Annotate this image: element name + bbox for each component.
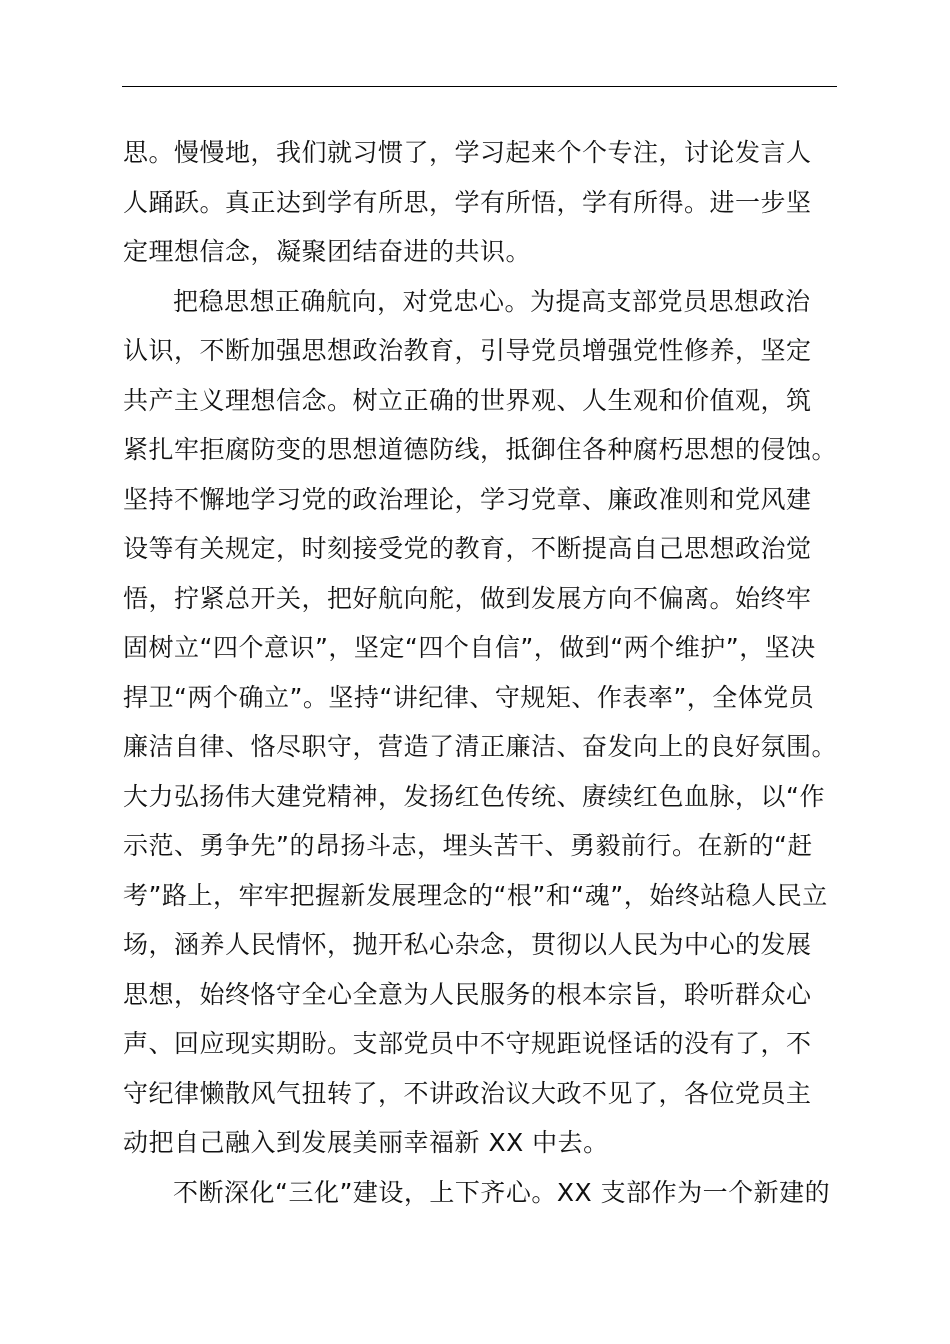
text-line: 守纪律懒散风气扭转了，不讲政治议大政不见了，各位党员主	[123, 1078, 812, 1108]
text-line: 大力弘扬伟大建党精神，发扬红色传统、赓续红色血脉，以“作	[123, 781, 825, 811]
paragraph-start-line: 把稳思想正确航向，对党忠心。为提高支部党员思想政治	[173, 286, 811, 316]
text-line: 设等有关规定，时刻接受党的教育，不断提高自己思想政治觉	[123, 534, 812, 563]
text-line: 人踊跃。真正达到学有所思，学有所悟，学有所得。进一步坚	[123, 187, 812, 217]
text-line: 悟，拧紧总开关，把好航向舵，做到发展方向不偏离。始终牢	[123, 583, 812, 613]
text-line: 紧扎牢拒腐防变的思想道德防线，抵御住各种腐朽思想的侵蚀。	[123, 435, 838, 464]
text-line: 考”路上，牢牢把握新发展理念的“根”和“魂”，始终站稳人民立	[123, 880, 828, 910]
header-rule	[122, 86, 837, 87]
text-line: 思想，始终恪守全心全意为人民服务的根本宗旨，聆听群众心	[123, 979, 812, 1009]
text-line: 共产主义理想信念。树立正确的世界观、人生观和价值观，筑	[123, 385, 812, 415]
text-line: 场，涵养人民情怀，抛开私心杂念，贯彻以人民为中心的发展	[123, 930, 812, 959]
text-line: 思。慢慢地，我们就习惯了，学习起来个个专注，讨论发言人	[123, 138, 812, 167]
text-line: 认识，不断加强思想政治教育，引导党员增强党性修养，坚定	[123, 336, 812, 365]
text-line: 廉洁自律、恪尽职守，营造了清正廉洁、奋发向上的良好氛围。	[123, 732, 838, 761]
text-line: 声、回应现实期盼。支部党员中不守规距说怪话的没有了，不	[123, 1029, 812, 1058]
text-line: 示范、勇争先”的昂扬斗志，埋头苦干、勇毅前行。在新的“赶	[123, 831, 813, 860]
text-line: 坚持不懈地学习党的政治理论，学习党章、廉政准则和党风建	[123, 484, 812, 514]
text-line: 定理想信念，凝聚团结奋进的共识。	[123, 237, 532, 266]
text-line: 固树立“四个意识”，坚定“四个自信”，做到“两个维护”，坚决	[123, 633, 816, 662]
text-line: 捍卫“两个确立”。坚持“讲纪律、守规矩、作表率”，全体党员	[123, 682, 815, 712]
text-line: 动把自己融入到发展美丽幸福新 XX 中去。	[123, 1128, 609, 1157]
body-text	[123, 128, 843, 1217]
paragraph-start-line: 不断深化“三化”建设，上下齐心。XX 支部作为一个新建的	[173, 1177, 831, 1207]
